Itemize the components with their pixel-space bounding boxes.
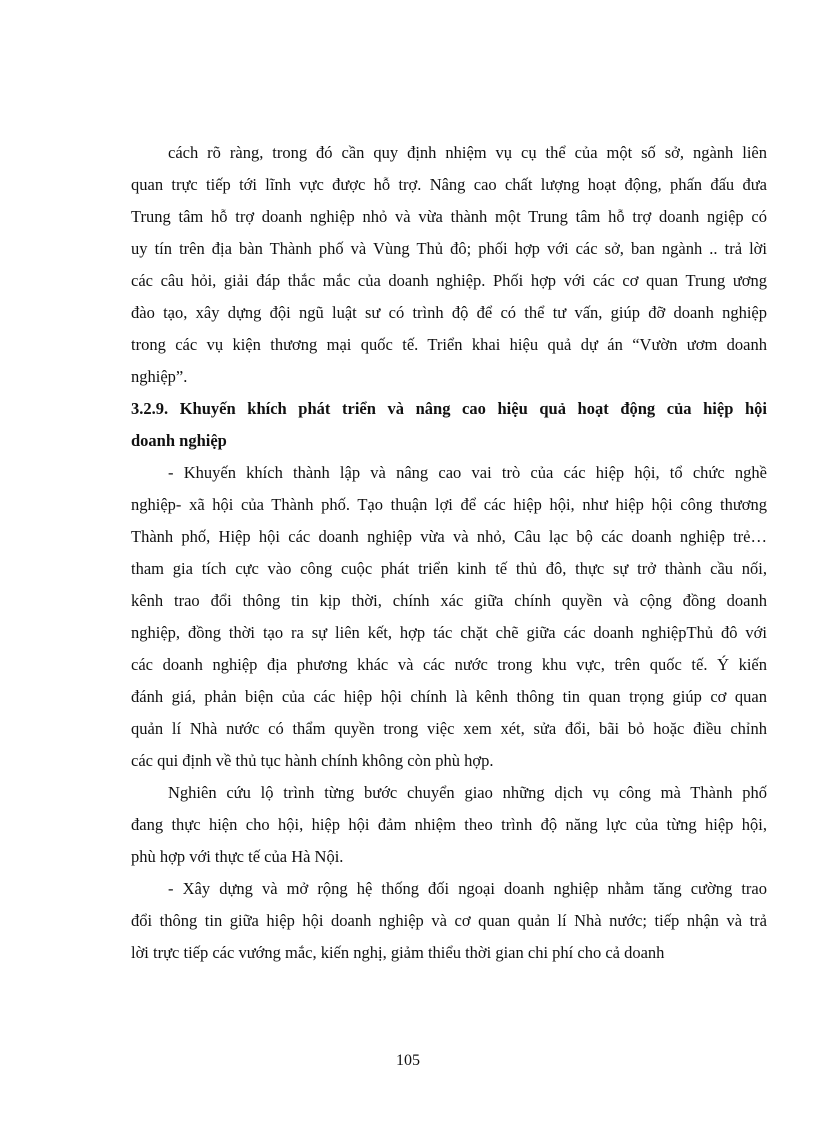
section-heading: doanh nghiệp — [131, 431, 227, 450]
paragraph-line: phù hợp với thực tế của Hà Nội. — [131, 847, 344, 866]
paragraph-line: quản lí Nhà nước có thẩm quyền trong việc xem xét, sửa đổi, bãi bỏ hoặc điều chỉnh — [131, 719, 767, 738]
paragraph-line: các qui định về thủ tục hành chính không còn phù hợp. — [131, 751, 494, 770]
paragraph-line: Trung tâm hỗ trợ doanh nghiệp nhỏ và vừa thành một Trung tâm hỗ trợ doanh ngiệp có — [131, 207, 767, 226]
paragraph-line: kênh trao đổi thông tin kịp thời, chính xác giữa chính quyền và cộng đồng doanh — [131, 591, 767, 610]
paragraph-line: - Xây dựng và mở rộng hệ thống đối ngoại doanh nghiệp nhằm tăng cường trao — [168, 879, 767, 898]
paragraph-line: đổi thông tin giữa hiệp hội doanh nghiệp và cơ quan quản lí Nhà nước; tiếp nhận và trả — [131, 911, 767, 930]
paragraph-line: các câu hỏi, giải đáp thắc mắc của doanh nghiệp. Phối hợp với các cơ quan Trung ương — [131, 271, 767, 290]
paragraph-line: uy tín trên địa bàn Thành phố và Vùng Thủ đô; phối hợp với các sở, ban ngành .. trả lời — [131, 239, 767, 258]
paragraph-line: nghiệp”. — [131, 367, 188, 386]
paragraph-line: đào tạo, xây dựng đội ngũ luật sư có trình độ để có thể tư vấn, giúp đỡ doanh nghiệp — [131, 303, 767, 322]
paragraph-line: quan trực tiếp tới lĩnh vực được hỗ trợ. Nâng cao chất lượng hoạt động, phấn đấu đưa — [131, 175, 767, 194]
paragraph-line: đang thực hiện cho hội, hiệp hội đảm nhiệm theo trình độ năng lực của từng hiệp hội, — [131, 815, 767, 834]
paragraph-line: lời trực tiếp các vướng mắc, kiến nghị, giảm thiểu thời gian chi phí cho cả doanh — [131, 943, 665, 962]
section-heading: 3.2.9. Khuyến khích phát triển và nâng cao hiệu quả hoạt động của hiệp hội — [131, 399, 767, 418]
paragraph-line: trong các vụ kiện thương mại quốc tế. Triển khai hiệu quả dự án “Vườn ươm doanh — [131, 335, 767, 354]
paragraph-line: Nghiên cứu lộ trình từng bước chuyển giao những dịch vụ công mà Thành phố — [168, 783, 767, 802]
paragraph-line: đánh giá, phản biện của các hiệp hội chính là kênh thông tin quan trọng giúp cơ quan — [131, 687, 767, 706]
paragraph-line: nghiệp, đồng thời tạo ra sự liên kết, hợp tác chặt chẽ giữa các doanh nghiệpThủ đô với — [131, 623, 767, 642]
paragraph-line: cách rõ ràng, trong đó cần quy định nhiệm vụ cụ thể của một số sở, ngành liên — [168, 143, 767, 162]
paragraph-line: Thành phố, Hiệp hội các doanh nghiệp vừa và nhỏ, Câu lạc bộ các doanh nghiệp trẻ… — [131, 527, 767, 546]
paragraph-line: các doanh nghiệp địa phương khác và các nước trong khu vực, trên quốc tế. Ý kiến — [131, 655, 767, 674]
paragraph-line: tham gia tích cực vào công cuộc phát triển kinh tế thủ đô, thực sự trở thành cầu nối, — [131, 559, 767, 578]
paragraph-line: - Khuyến khích thành lập và nâng cao vai trò của các hiệp hội, tổ chức nghề — [168, 463, 767, 482]
paragraph-line: nghiệp- xã hội của Thành phố. Tạo thuận lợi để các hiệp hội, như hiệp hội công thương — [131, 495, 767, 514]
page-number: 105 — [396, 1052, 420, 1069]
